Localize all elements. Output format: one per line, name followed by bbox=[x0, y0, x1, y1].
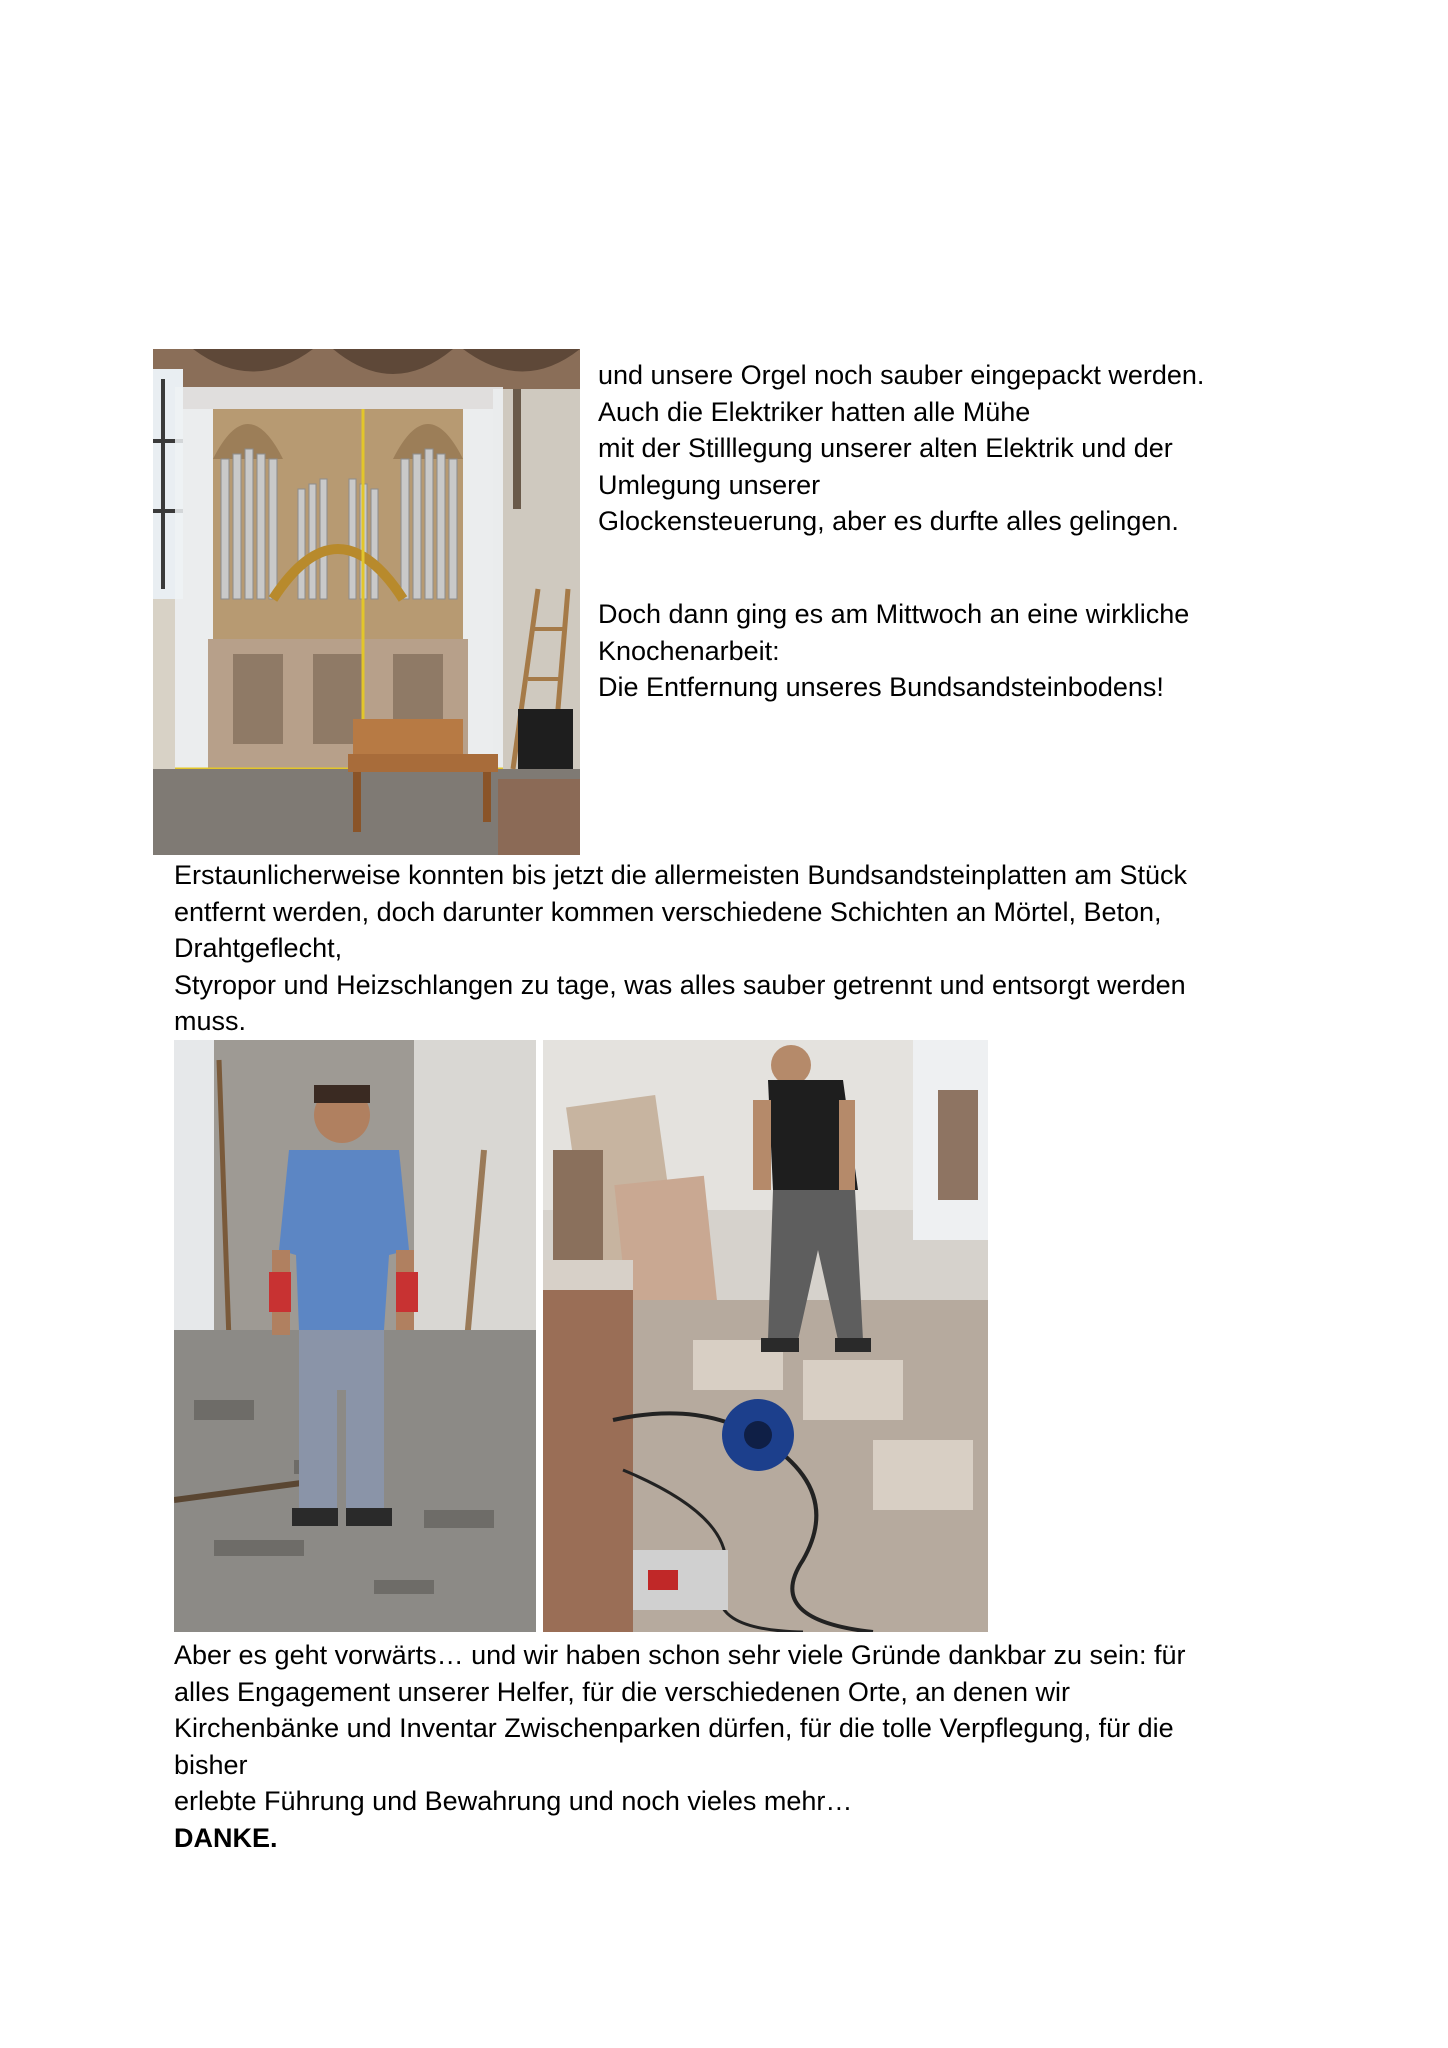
layers-paragraph bbox=[174, 857, 1187, 1040]
text-line: mit der Stilllegung unserer alten Elektrik und der bbox=[598, 433, 1173, 463]
text-line: Aber es geht vorwärts… und wir haben schon sehr viele Gründe dankbar zu sein: für bbox=[174, 1640, 1186, 1670]
closing-thanks: DANKE. bbox=[174, 1822, 278, 1853]
text-line: erlebte Führung und Bewahrung und noch vieles mehr… bbox=[174, 1786, 853, 1816]
text-line: Umlegung unserer bbox=[598, 469, 821, 500]
text-line: und unsere Orgel noch sauber eingepackt werden. bbox=[598, 360, 1205, 390]
floor-removal-paragraph bbox=[598, 596, 1189, 706]
text-line: Styropor und Heizschlangen zu tage, was alles sauber getrennt und entsorgt werden bbox=[174, 969, 1186, 1000]
thanks-paragraph bbox=[174, 1637, 1186, 1856]
text-line: Auch die Elektriker hatten alle Mühe bbox=[598, 396, 1031, 427]
text-line: Drahtgeflecht, bbox=[174, 933, 343, 963]
text-line: Doch dann ging es am Mittwoch an eine wirkliche bbox=[598, 599, 1190, 629]
text-line: Erstaunlicherweise konnten bis jetzt die allermeisten Bundsandsteinplatten am Stück bbox=[174, 860, 1188, 890]
worker-blue-shirt-photo bbox=[174, 1040, 536, 1632]
text-line: bisher bbox=[174, 1749, 248, 1780]
organ-photo bbox=[153, 349, 580, 855]
text-line: entfernt werden, doch darunter kommen verschiedene Schichten an Mörtel, Beton, bbox=[174, 896, 1162, 927]
text-line: Knochenarbeit: bbox=[598, 635, 780, 666]
text-line: Kirchenbänke und Inventar Zwischenparken dürfen, für die tolle Verpflegung, für die bbox=[174, 1713, 1174, 1743]
text-line: Die Entfernung unseres Bundsandsteinbodens! bbox=[598, 672, 1164, 702]
text-line: alles Engagement unserer Helfer, für die verschiedenen Orte, an denen wir bbox=[174, 1676, 1071, 1707]
text-line: muss. bbox=[174, 1006, 247, 1036]
text-line: Glockensteuerung, aber es durfte alles gelingen. bbox=[598, 506, 1179, 536]
intro-paragraph bbox=[598, 357, 1204, 540]
worker-cable-reel-photo bbox=[543, 1040, 988, 1632]
